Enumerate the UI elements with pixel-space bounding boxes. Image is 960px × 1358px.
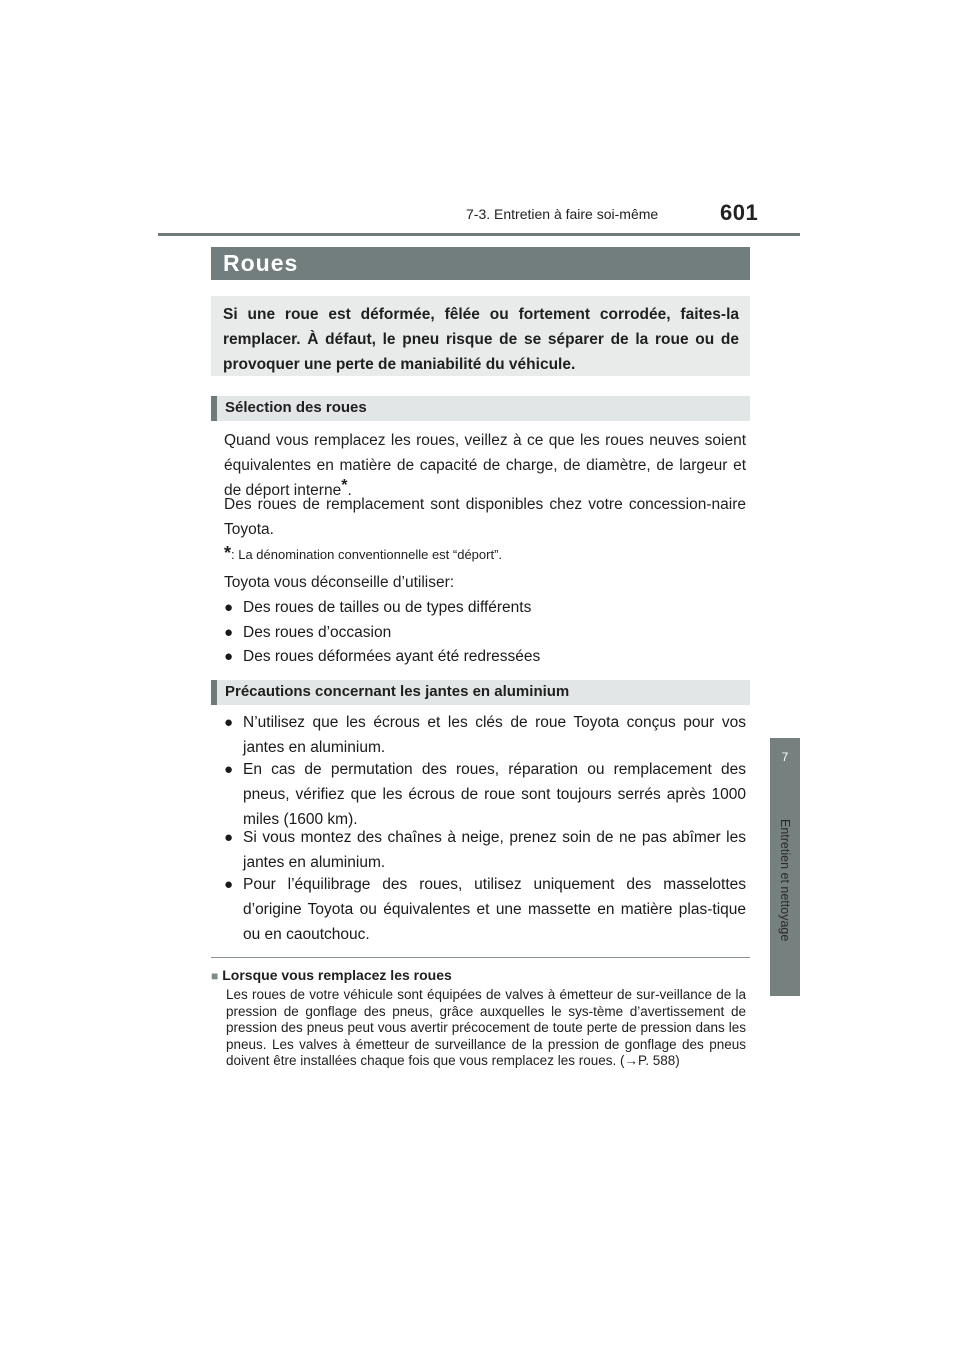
- chapter-label: Entretien et nettoyage: [778, 818, 792, 942]
- section-heading-text: Sélection des roues: [225, 399, 367, 416]
- section-heading-aluminum-rims: [211, 680, 750, 705]
- footnote-star: *: [224, 543, 232, 563]
- dealer-paragraph: Des roues de remplacement sont disponibles chez votre concession-naire Toyota.: [224, 496, 746, 538]
- section-heading-wheel-selection: [211, 396, 750, 421]
- list-item-text: Des roues déformées ayant été redressées: [243, 648, 541, 665]
- intro-box: Si une roue est déformée, fêlée ou fortement corrodée, faites-la remplacer. À défaut, le pneu risque de se séparer de la roue ou de provoquer une perte de maniabilité du véhicule.: [211, 296, 750, 376]
- chapter-number: 7: [781, 750, 789, 764]
- note-heading: [211, 967, 452, 983]
- header-divider: [158, 233, 800, 236]
- bullet-icon: ●: [224, 599, 234, 616]
- title-bar: [211, 247, 750, 280]
- note-divider: [211, 957, 750, 958]
- footnote-marker: *: [341, 477, 348, 494]
- section-heading-text: Précautions concernant les jantes en aluminium: [225, 683, 570, 700]
- page-title: Roues: [223, 250, 299, 276]
- list-item-text: En cas de permutation des roues, réparation ou remplacement des pneus, vérifiez que les écrous de roue sont toujours serrés après 1000 miles (1600 km).: [243, 761, 746, 828]
- list-item-text: Pour l’équilibrage des roues, utilisez uniquement des masselottes d’origine Toyota ou équivalentes et une massette en matière plas-tique ou en caoutchouc.: [243, 876, 746, 943]
- list-item-text: Si vous montez des chaînes à neige, prenez soin de ne pas abîmer les jantes en aluminium.: [243, 829, 746, 871]
- selection-text-end: .: [347, 482, 352, 499]
- bullet-icon: ●: [224, 624, 234, 641]
- heading-accent-bar: [211, 680, 217, 705]
- list-item-text: N’utilisez que les écrous et les clés de roue Toyota conçus pour vos jantes en aluminium.: [243, 714, 746, 756]
- list-item-text: Des roues de tailles ou de types différents: [243, 599, 532, 616]
- note-heading-text: Lorsque vous remplacez les roues: [222, 967, 452, 983]
- square-bullet-icon: ■: [211, 969, 219, 983]
- heading-accent-bar: [211, 396, 217, 421]
- list-item-text: Des roues d’occasion: [243, 624, 392, 641]
- page-number: 601: [720, 200, 759, 225]
- section-breadcrumb: 7-3. Entretien à faire soi-même: [466, 206, 659, 222]
- bullet-icon: ●: [224, 876, 234, 893]
- note-body: Les roues de votre véhicule sont équipées de valves à émetteur de sur-veillance de la pression de gonflage des pneus, grâce auxquelles le sys-tème d’avertissement de pression des pneus peut vous avertir précocement de toute perte de pression dans les pneus. Les valves à émetteur de surveillance de la pression de gonflage des pneus doivent être installées chaque fois que vous remplacez les roues. (→P. 588): [226, 987, 746, 1068]
- bullet-icon: ●: [224, 648, 234, 665]
- bullet-icon: ●: [224, 829, 234, 846]
- selection-text: Quand vous remplacez les roues, veillez à ce que les roues neuves soient équivalentes en matière de capacité de charge, de diamètre, de largeur et de déport interne: [224, 432, 746, 499]
- chapter-label-container: [773, 770, 797, 990]
- footnote: [224, 543, 746, 564]
- discourage-lead: Toyota vous déconseille d’utiliser:: [224, 574, 455, 591]
- footnote-text: : La dénomination conventionnelle est “déport”.: [231, 547, 503, 562]
- bullet-icon: ●: [224, 761, 234, 778]
- bullet-icon: ●: [224, 714, 234, 731]
